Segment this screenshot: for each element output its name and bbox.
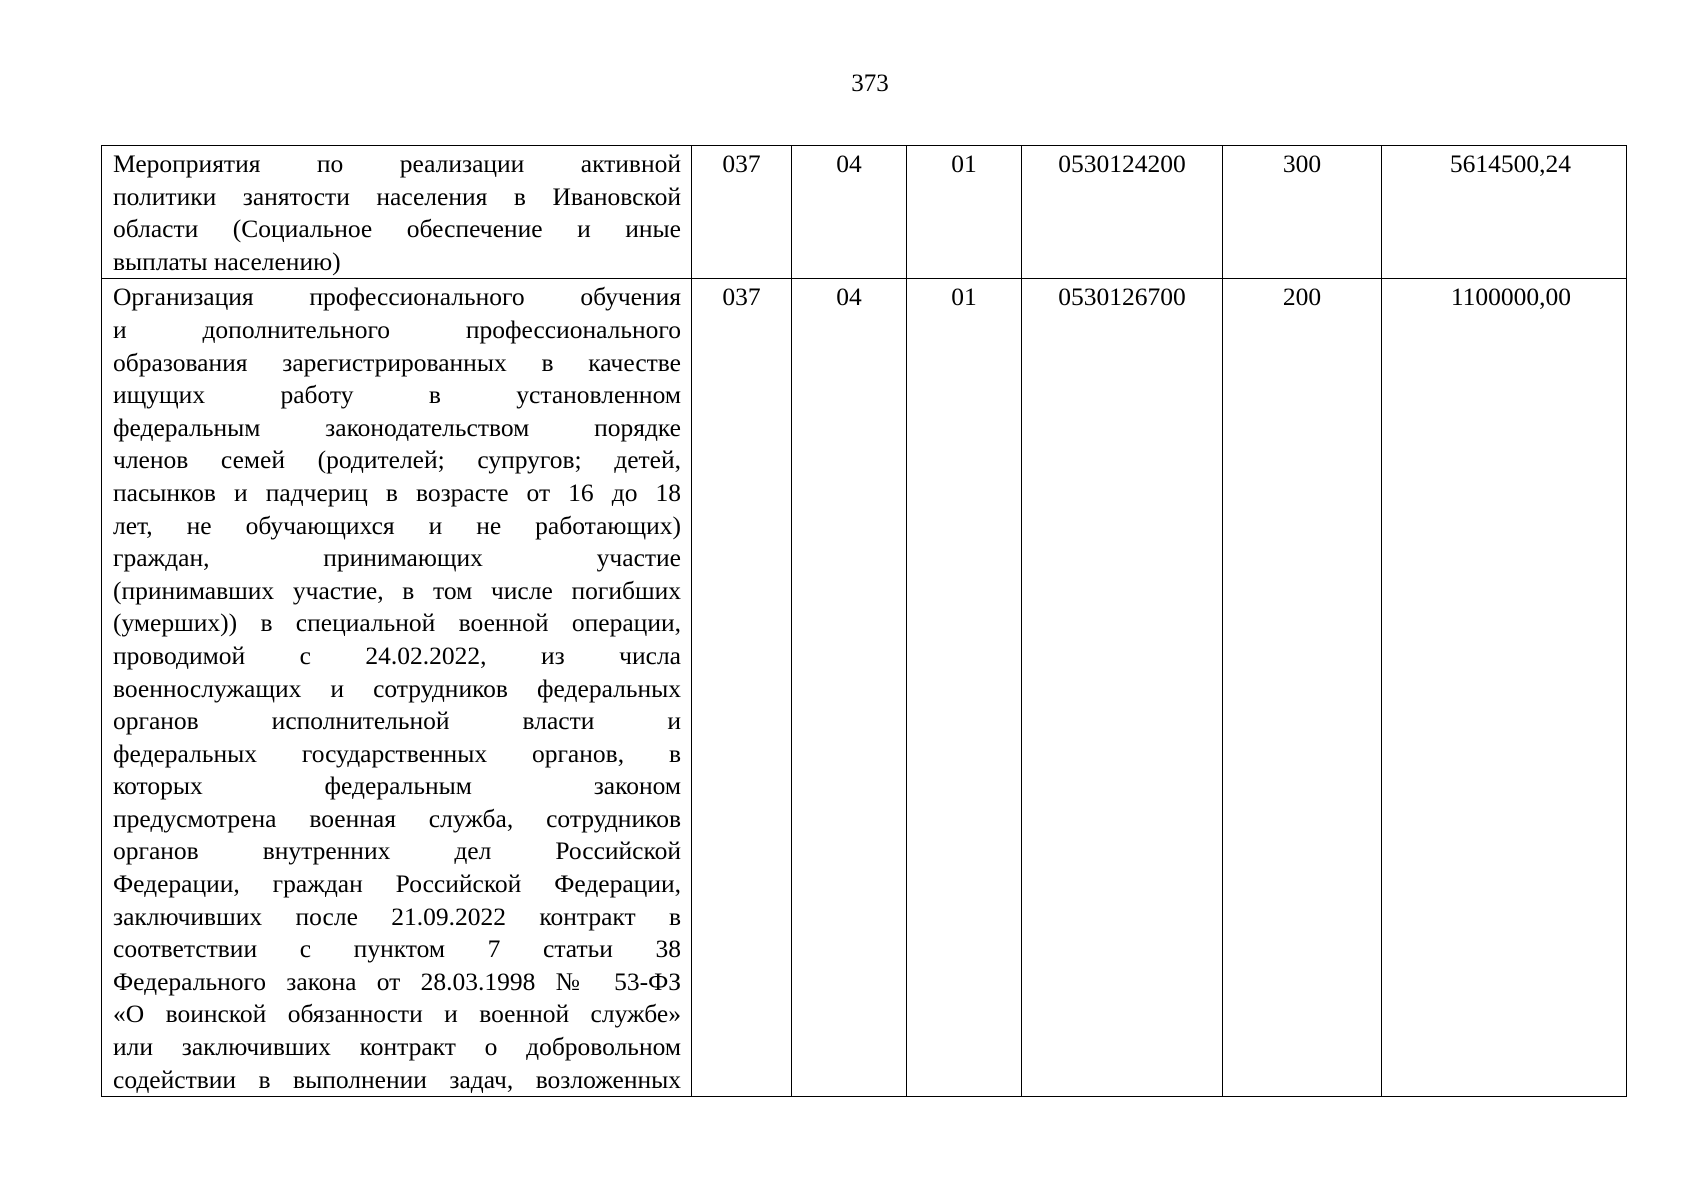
subsection-code: 01 bbox=[907, 279, 1022, 1097]
description-line: Организация профессионального обучения bbox=[113, 282, 681, 312]
budget-table bbox=[101, 145, 1627, 1097]
target-item-code: 0530124200 bbox=[1022, 146, 1223, 279]
description-line: которых федеральным законом bbox=[113, 771, 681, 801]
description-line: органов исполнительной власти и bbox=[113, 706, 681, 736]
description-line: лет, не обучающихся и не работающих) bbox=[113, 510, 681, 540]
description-line: содействии в выполнении задач, возложенных bbox=[113, 1064, 681, 1094]
section-code: 04 bbox=[792, 279, 907, 1097]
description-line: (принимавших участие, в том числе погибших bbox=[113, 575, 681, 605]
description-line: и дополнительного профессионального bbox=[113, 314, 681, 344]
amount: 1100000,00 bbox=[1382, 279, 1627, 1097]
description-line: соответствии с пунктом 7 статьи 38 bbox=[113, 934, 681, 964]
description-line: (умерших)) в специальной военной операции, bbox=[113, 608, 681, 638]
description-line: Мероприятия по реализации активной bbox=[113, 149, 681, 178]
description-line: предусмотрена военная служба, сотрудников bbox=[113, 803, 681, 833]
description-line: федеральным законодательством порядке bbox=[113, 412, 681, 442]
amount: 5614500,24 bbox=[1382, 146, 1627, 279]
description-line: области (Социальное обеспечение и иные bbox=[113, 214, 681, 244]
section-code: 04 bbox=[792, 146, 907, 279]
description-line: федеральных государственных органов, в bbox=[113, 738, 681, 768]
description-line: Федерации, граждан Российской Федерации, bbox=[113, 869, 681, 899]
description-line: граждан, принимающих участие bbox=[113, 543, 681, 573]
description-line: или заключивших контракт о добровольном bbox=[113, 1032, 681, 1062]
description-line: членов семей (родителей; супругов; детей, bbox=[113, 445, 681, 475]
table-row bbox=[102, 146, 1627, 279]
description-line: Федерального закона от 28.03.1998 № 53-ФЗ bbox=[113, 966, 681, 996]
target-item-code: 0530126700 bbox=[1022, 279, 1223, 1097]
expense-type-code: 200 bbox=[1223, 279, 1382, 1097]
row-description bbox=[102, 146, 692, 279]
ministry-code: 037 bbox=[692, 279, 792, 1097]
description-line: политики занятости населения в Ивановской bbox=[113, 181, 681, 211]
description-line: «О воинской обязанности и военной службе» bbox=[113, 999, 681, 1029]
expense-type-code: 300 bbox=[1223, 146, 1382, 279]
description-line: заключивших после 21.09.2022 контракт в bbox=[113, 901, 681, 931]
description-line: выплаты населению) bbox=[113, 246, 341, 276]
row-description bbox=[102, 279, 692, 1097]
ministry-code: 037 bbox=[692, 146, 792, 279]
description-line: органов внутренних дел Российской bbox=[113, 836, 681, 866]
description-line: образования зарегистрированных в качестве bbox=[113, 347, 681, 377]
description-line: пасынков и падчериц в возрасте от 16 до 18 bbox=[113, 477, 681, 507]
subsection-code: 01 bbox=[907, 146, 1022, 279]
description-line: ищущих работу в установленном bbox=[113, 380, 681, 410]
table-row bbox=[102, 279, 1627, 1097]
description-line: военнослужащих и сотрудников федеральных bbox=[113, 673, 681, 703]
description-line: проводимой с 24.02.2022, из числа bbox=[113, 640, 681, 670]
page-number: 373 bbox=[851, 70, 889, 97]
